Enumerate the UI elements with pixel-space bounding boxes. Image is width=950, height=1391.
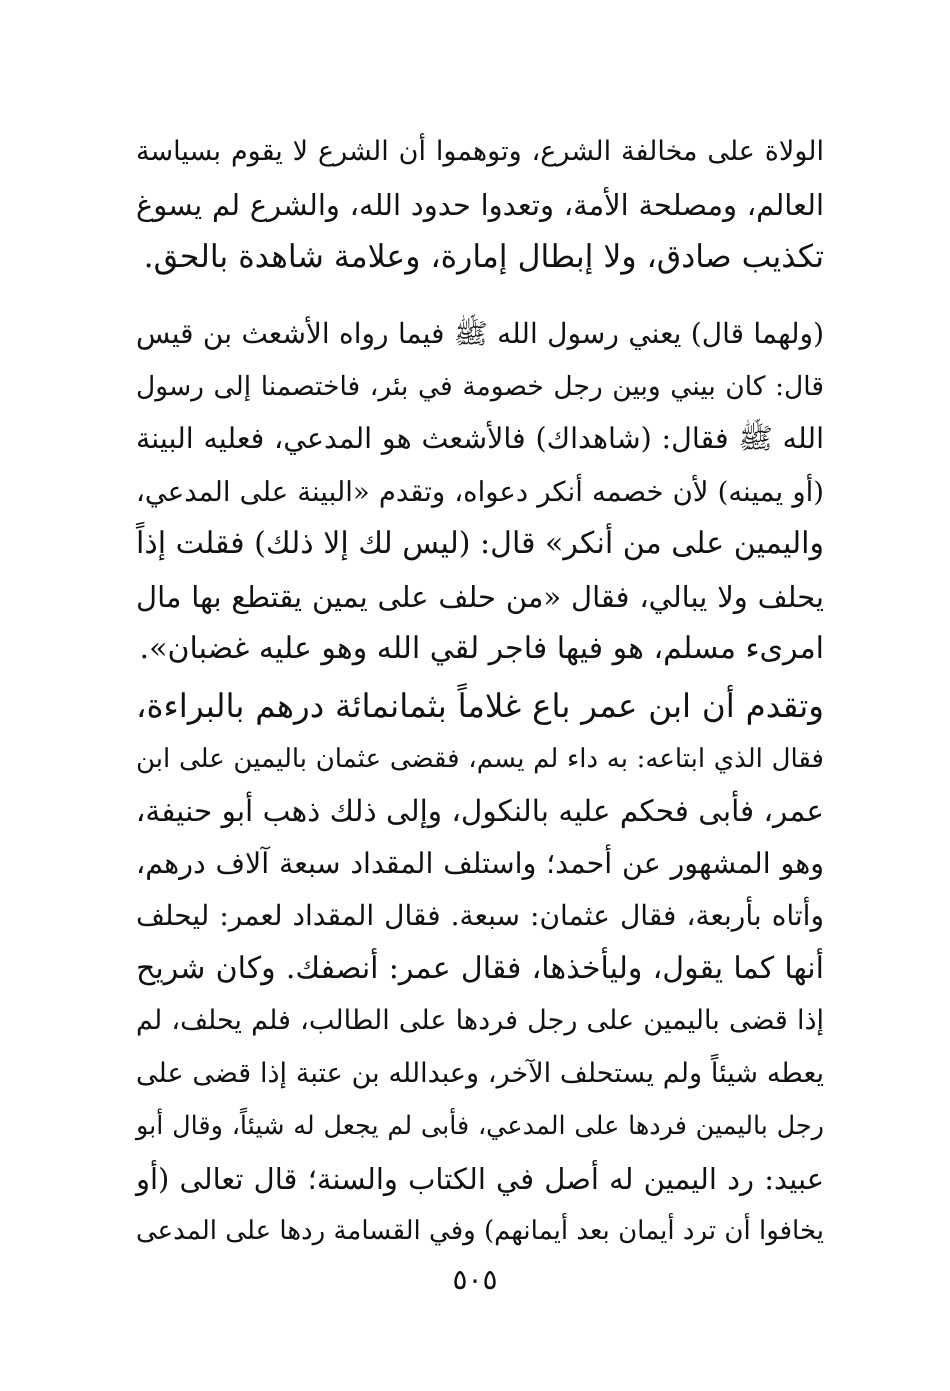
page-number: ٥٠٥ bbox=[452, 1263, 498, 1296]
text-line: الولاة على مخالفة الشرع، وتوهموا أن الشرع لا يقوم بسياسة bbox=[136, 136, 824, 167]
text-line: يحلف ولا يبالي، فقال «من حلف على يمين يقتطع بها مال bbox=[136, 579, 824, 614]
text-line: قال: كان بيني وبين رجل خصومة في بئر، فاختصمنا إلى رسول bbox=[136, 370, 824, 402]
paragraph-3 bbox=[136, 680, 824, 1258]
text-line: وأتاه بأربعة، فقال عثمان: سبعة. فقال المقداد لعمر: ليحلف bbox=[136, 899, 824, 932]
text-line: وتقدم أن ابن عمر باع غلاماً بثمانمائة درهم بالبراءة، bbox=[136, 687, 824, 725]
text-line: تكذيب صادق، ولا إبطال إمارة، وعلامة شاهدة بالحق. bbox=[143, 239, 824, 275]
text-line: الله ﷺ فقال: (شاهداك) فالأشعث هو المدعي، فعليه البينة bbox=[136, 422, 824, 455]
text-line: امرىء مسلم، هو فيها فاجر لقي الله وهو عليه غضبان». bbox=[139, 631, 824, 666]
text-line: إذا قضى باليمين على رجل فردها على الطالب، فلم يحلف، لم bbox=[136, 1005, 824, 1036]
text-line: يعطه شيئاً ولم يستحلف الآخر، وعبدالله بن عتبة إذا قضى على bbox=[136, 1057, 824, 1089]
text-line: (أو يمينه) لأن خصمه أنكر دعواه، وتقدم «البينة على المدعي، bbox=[136, 475, 824, 508]
text-line: عبيد: رد اليمين له أصل في الكتاب والسنة؛ قال تعالى (أو bbox=[136, 1161, 824, 1196]
text-line: فقال الذي ابتاعه: به داء لم يسم، فقضى عثمان باليمين على ابن bbox=[136, 743, 824, 774]
text-line: عمر، فأبى فحكم عليه بالنكول، وإلى ذلك ذهب أبو حنيفة، bbox=[135, 794, 824, 828]
text-line: أنها كما يقول، وليأخذها، فقال عمر: أنصفك. وكان شريح bbox=[136, 950, 824, 986]
text-line: (ولهما قال) يعني رسول الله ﷺ فيما رواه الأشعث بن قيس bbox=[136, 317, 824, 350]
text-line: رجل باليمين فردها على المدعي، فأبى لم يجعل له شيئاً، وقال أبو bbox=[136, 1111, 824, 1141]
text-line: يخافوا أن ترد أيمان بعد أيمانهم) وفي القسامة ردها على المدعى bbox=[136, 1216, 824, 1246]
paragraph-1 bbox=[136, 126, 824, 284]
paragraph-2 bbox=[136, 308, 824, 676]
text-line: العالم، ومصلحة الأمة، وتعدوا حدود الله، والشرع لم يسوغ bbox=[136, 187, 824, 222]
text-line: وهو المشهور عن أحمد؛ واستلف المقداد سبعة آلاف درهم، bbox=[136, 846, 824, 880]
text-line: واليمين على من أنكر» قال: (ليس لك إلا ذلك) فقلت إذاً bbox=[136, 526, 824, 561]
